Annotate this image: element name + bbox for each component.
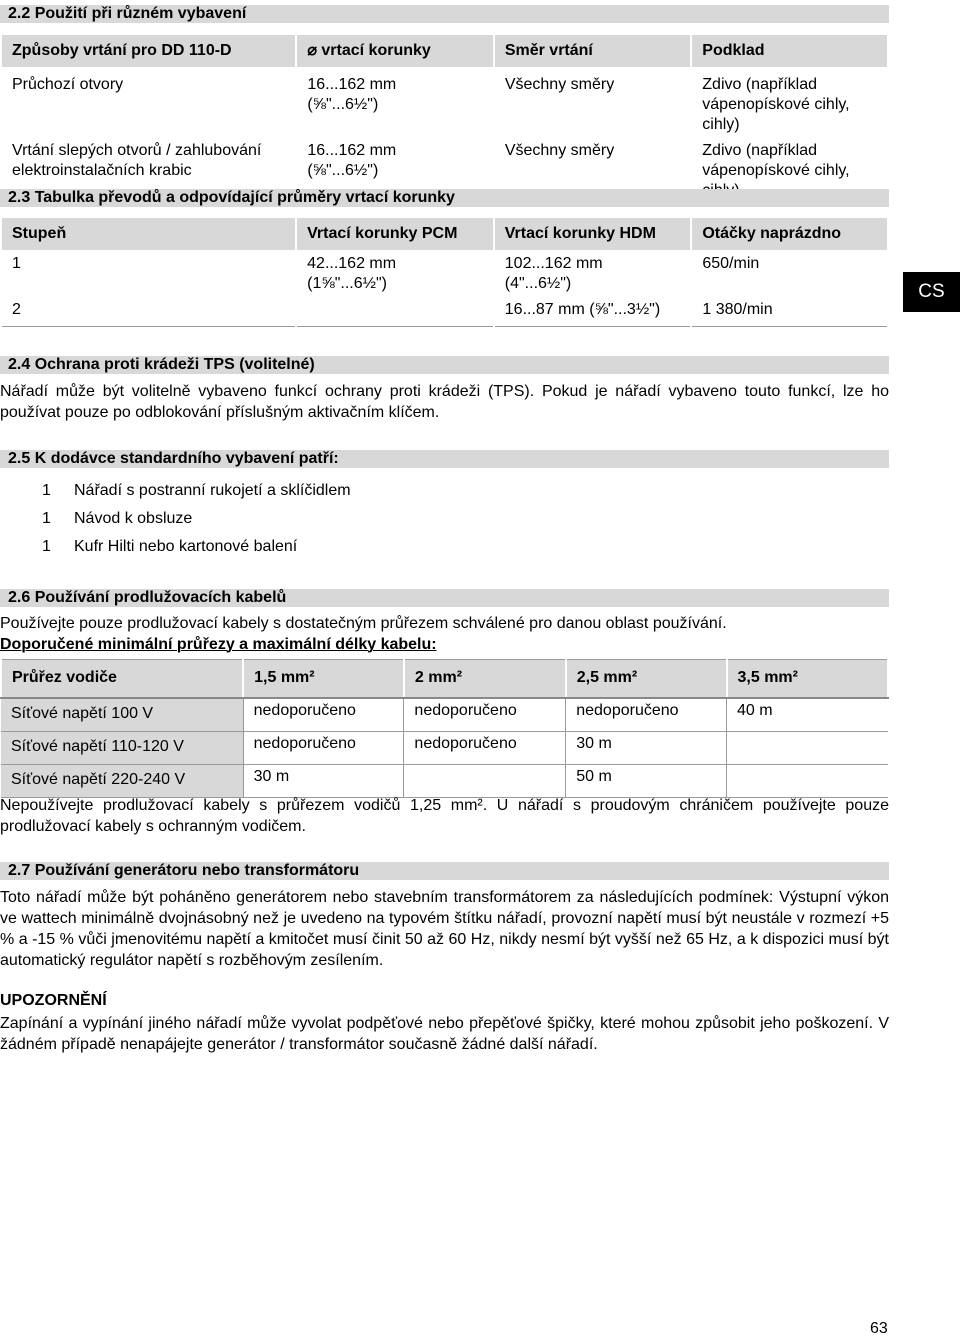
table-row	[1, 764, 888, 797]
section-2-7-title: 2.7 Používání generátoru nebo transformátoru	[0, 862, 889, 880]
cell-value: 30 m	[566, 731, 727, 764]
item-text: Kufr Hilti nebo kartonové balení	[74, 538, 298, 555]
cell-material: Zdivo (například vápenopískové cihly,	[691, 138, 888, 204]
table-row	[1, 68, 888, 138]
cell-direction: Všechny směry	[494, 138, 691, 204]
item-qty: 1	[42, 510, 51, 527]
cell-pcm: 42...162 mm (1⅝"...6½")	[296, 251, 494, 297]
section-2-6-text: Používejte pouze prodlužovací kabely s dostatečným průřezem schválené pro danou oblast používání.	[0, 615, 727, 632]
cell-diameter: 16...162 mm (⅝"...6½")	[296, 138, 494, 204]
header-drilling-method: Způsoby vrtání pro DD 110-D	[1, 34, 296, 68]
item-text: Návod k obsluze	[74, 510, 193, 527]
table-row	[1, 251, 888, 297]
section-2-7-text: Toto nářadí může být poháněno generátorem nebo stavebním transformátorem za následujících podmínek: Výstupní výkon ve wattech minimálně dvojnásobný než je uvedeno na typovém štítku nářadí, provozní napětí musí být neustále v rozmezí +5 % a -15 % vůči jmenovitému napětí a kmitočet musí činit 50 až 60 Hz, nikdy nesmí být vyšší než 65 Hz, a k dispozici musí být automatický regulátor napětí s rozběhovým zesílením.	[0, 889, 889, 969]
header-3-5mm: 3,5 mm²	[727, 660, 888, 698]
cell-value	[404, 764, 566, 797]
header-2-5mm: 2,5 mm²	[566, 660, 727, 698]
header-gear: Stupeň	[1, 217, 296, 251]
header-rpm: Otáčky naprázdno	[691, 217, 888, 251]
section-2-2-title: 2.2 Použití při různém vybavení	[0, 5, 889, 23]
item-qty: 1	[42, 482, 51, 499]
item-text: Nářadí s postranní rukojetí a sklíčidlem	[74, 482, 351, 499]
cell-value: nedoporučeno	[404, 698, 566, 732]
cell-value: 30 m	[243, 764, 404, 797]
cell-value: nedoporučeno	[404, 731, 566, 764]
section-2-6-title: 2.6 Používání prodlužovacích kabelů	[0, 589, 889, 607]
cell-method: Průchozí otvory	[1, 68, 296, 138]
table-header-row	[1, 34, 888, 68]
cell-method: Vrtání slepých otvorů / zahlubování elektroinstalačních krabic	[1, 138, 296, 204]
header-pcm: Vrtací korunky PCM	[296, 217, 494, 251]
cell-voltage: Síťové napětí 220-240 V	[1, 764, 243, 797]
delivery-list	[0, 481, 351, 565]
warning-title: UPOZORNĚNÍ	[0, 992, 107, 1009]
cell-value: nedoporučeno	[243, 731, 404, 764]
cable-table-subtitle: Doporučené minimální průřezy a maximální délky kabelu:	[0, 636, 437, 653]
gear-table	[0, 216, 889, 327]
list-item	[0, 481, 351, 509]
list-item	[0, 537, 351, 565]
cell-value: nedoporučeno	[243, 698, 404, 732]
header-core-diameter: ⌀ vrtací korunky	[296, 34, 494, 68]
cell-voltage: Síťové napětí 110-120 V	[1, 731, 243, 764]
header-cross-section: Průřez vodiče	[1, 660, 243, 698]
section-2-3-title: 2.3 Tabulka převodů a odpovídající průměry vrtací korunky	[0, 189, 889, 207]
cell-diameter: 16...162 mm (⅝"...6½")	[296, 68, 494, 138]
list-item	[0, 509, 351, 537]
table-header-row	[1, 660, 888, 698]
cell-hdm: 16...87 mm (⅝"...3½")	[494, 297, 692, 327]
cable-table	[0, 659, 889, 798]
cell-value: nedoporučeno	[566, 698, 727, 732]
cell-material: Zdivo (například vápenopískové cihly, cihly)	[691, 68, 888, 138]
section-2-4-title: 2.4 Ochrana proti krádeži TPS (volitelné)	[0, 356, 889, 374]
cell-value	[727, 764, 888, 797]
header-base-material: Podklad	[691, 34, 888, 68]
section-2-5-title: 2.5 K dodávce standardního vybavení patří:	[0, 450, 889, 468]
cell-gear: 1	[1, 251, 296, 297]
language-tab-cs: CS	[903, 272, 960, 312]
cell-rpm: 650/min	[691, 251, 888, 297]
cell-voltage: Síťové napětí 100 V	[1, 698, 243, 732]
header-hdm: Vrtací korunky HDM	[494, 217, 692, 251]
cable-note: Nepoužívejte prodlužovací kabely s průřezem vodičů 1,25 mm². U nářadí s proudovým chráničem používejte pouze prodlužovací kabely s ochranným vodičem.	[0, 797, 889, 835]
table-row	[1, 731, 888, 764]
table-row	[1, 297, 888, 327]
header-direction: Směr vrtání	[494, 34, 691, 68]
cell-value	[727, 731, 888, 764]
cell-rpm: 1 380/min	[691, 297, 888, 327]
cell-pcm	[296, 297, 494, 327]
page-number: 63	[870, 1320, 888, 1337]
cell-direction: Všechny směry	[494, 68, 691, 138]
table-header-row	[1, 217, 888, 251]
item-qty: 1	[42, 538, 51, 555]
cell-gear: 2	[1, 297, 296, 327]
cell-hdm: 102...162 mm (4"...6½")	[494, 251, 692, 297]
cell-value: 40 m	[727, 698, 888, 732]
cell-value: 50 m	[566, 764, 727, 797]
drilling-methods-table	[0, 33, 889, 204]
table-row	[1, 698, 888, 732]
section-2-4-text: Nářadí může být volitelně vybaveno funkcí ochrany proti krádeži (TPS). Pokud je nářadí vybaveno touto funkcí, lze ho používat pouze po odblokování příslušným aktivačním klíčem.	[0, 383, 889, 421]
header-2mm: 2 mm²	[404, 660, 566, 698]
warning-text: Zapínání a vypínání jiného nářadí může vyvolat podpěťové nebo přepěťové špičky, které mohou způsobit jeho poškození. V žádném případě nenapájejte generátor / transformátor současně žádné další nářadí.	[0, 1015, 889, 1053]
header-1-5mm: 1,5 mm²	[243, 660, 404, 698]
